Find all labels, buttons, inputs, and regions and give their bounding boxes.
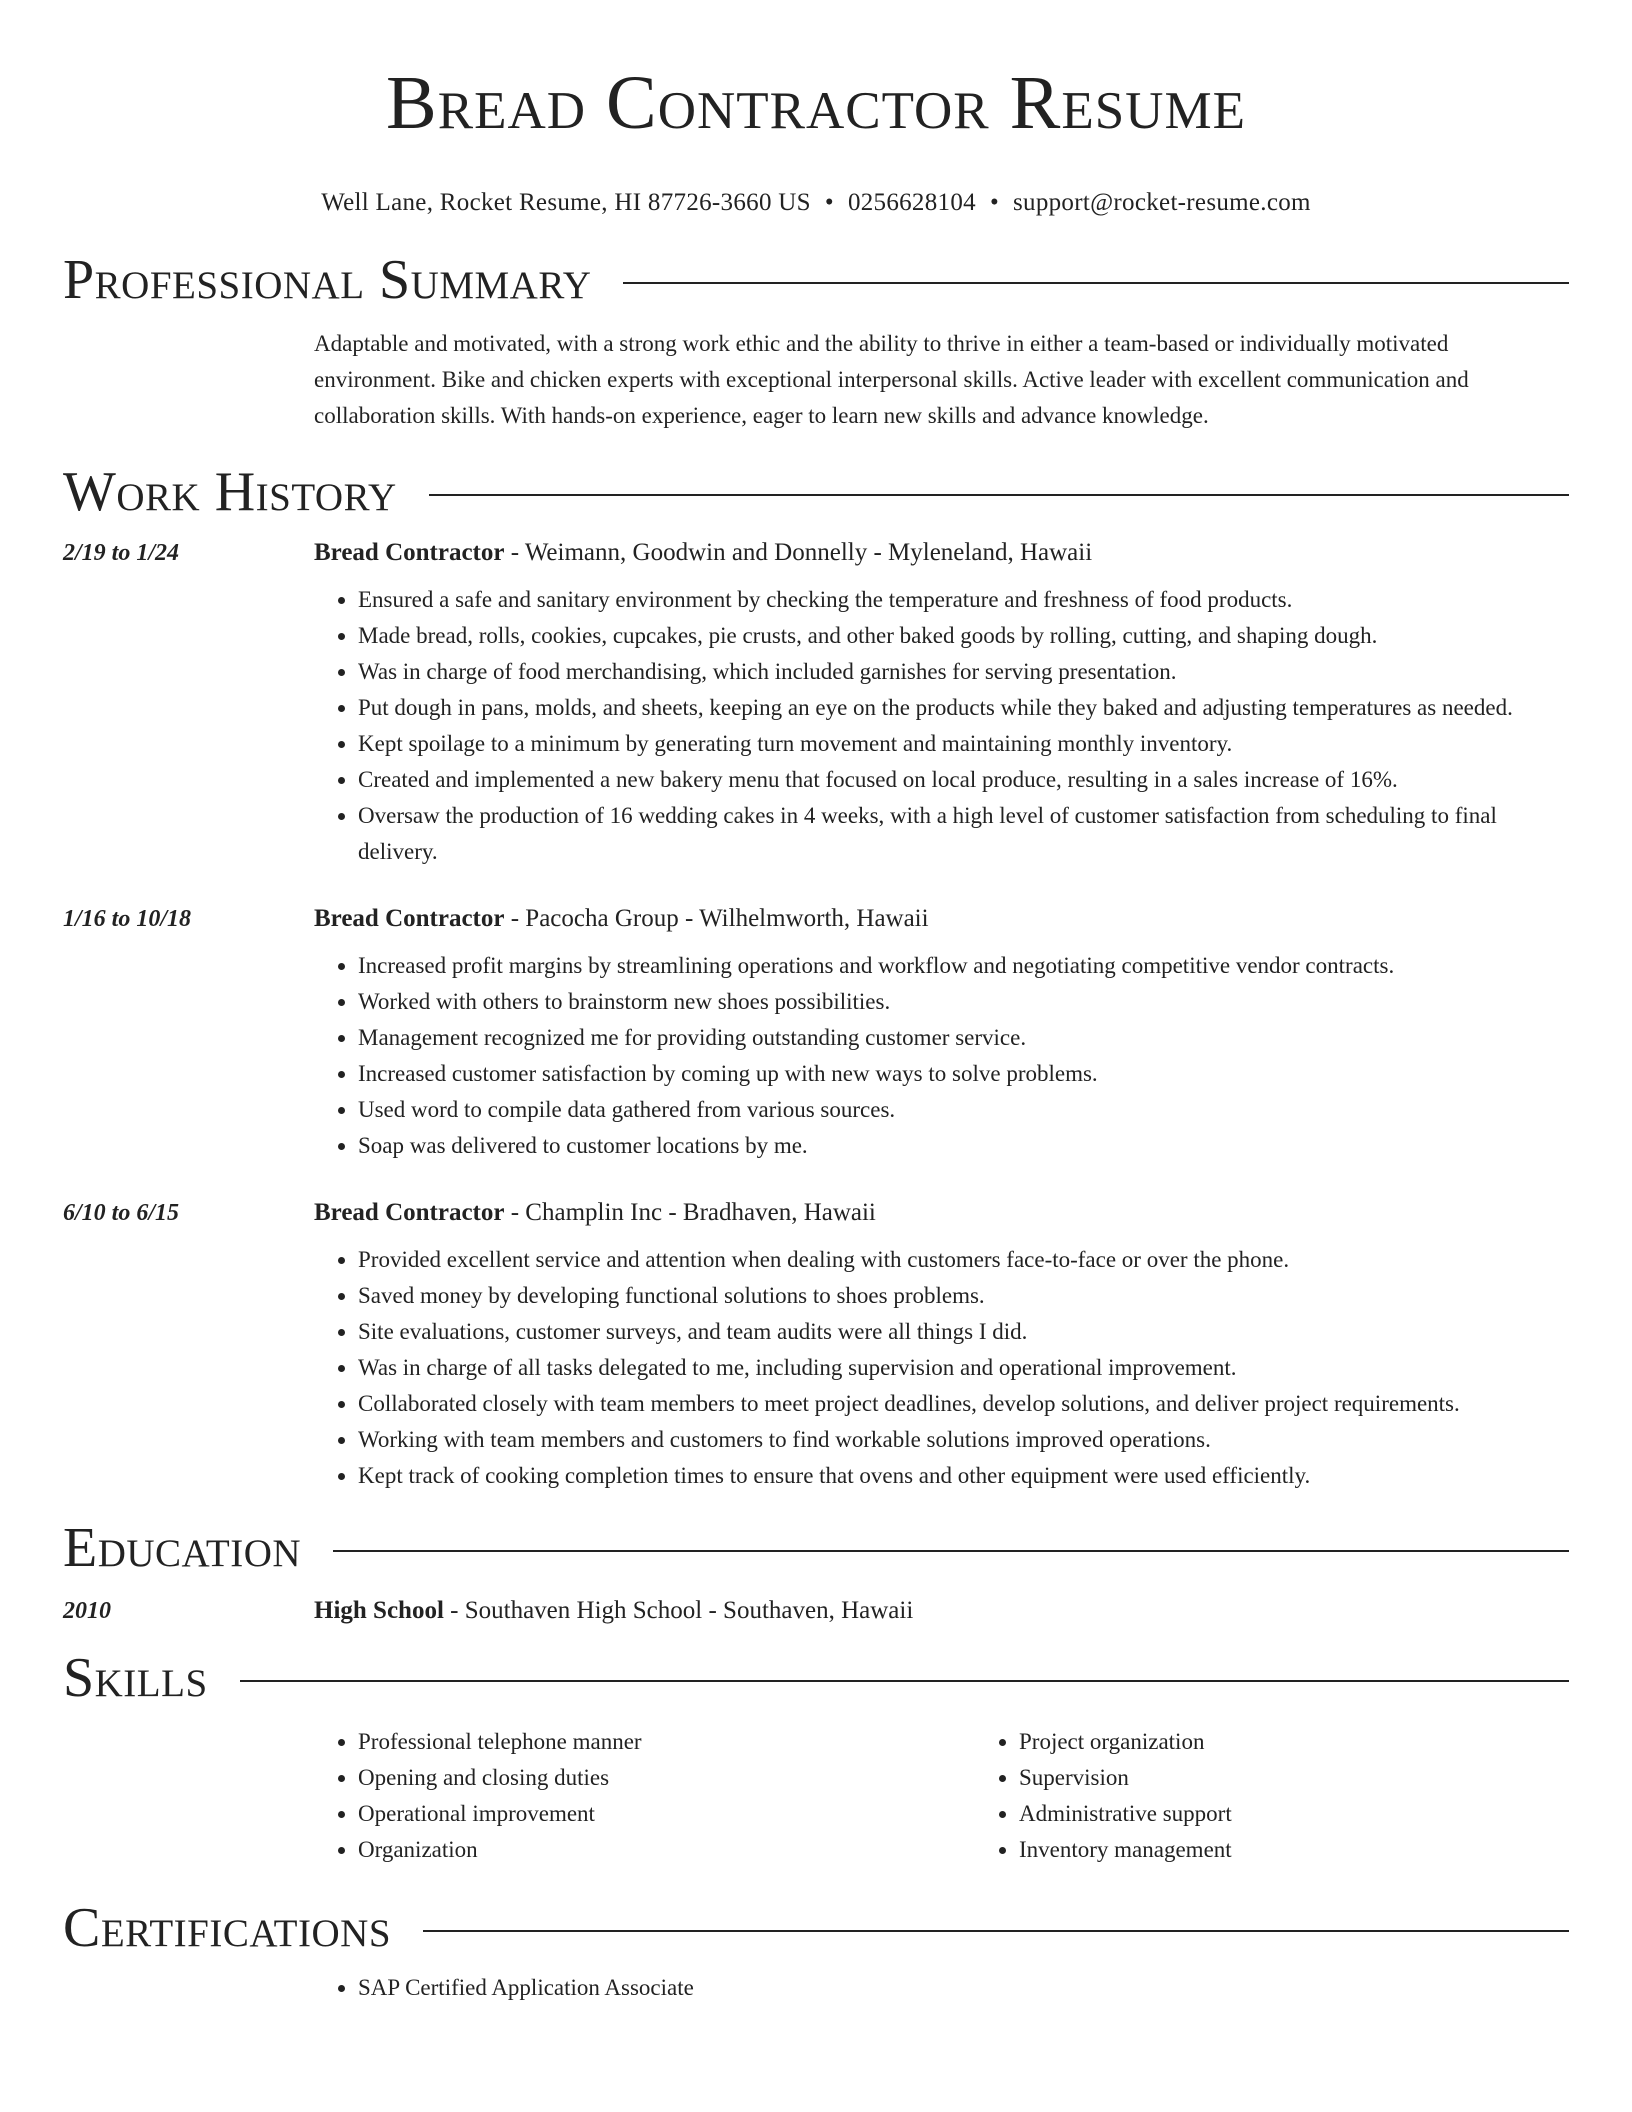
skill-item: • Operational improvement: [358, 1796, 975, 1832]
certifications-row: [63, 1970, 1569, 2006]
job-employer: - Pacocha Group - Wilhelmworth, Hawaii: [504, 905, 929, 932]
section-divider: [333, 1550, 1569, 1552]
summary-text: Adaptable and motivated, with a strong work ethic and the ability to thrive in either a team-based or individually motivated environment. Bike and chicken experts with exceptional interpersonal skills. Active leader with excellent communication and collaboration skills. With hands-on experience, eager to learn new skills and advance knowledge.: [314, 331, 1469, 428]
skills-list-left: [314, 1724, 975, 1868]
education-line: [314, 1596, 1569, 1626]
section-divider: [423, 1930, 1569, 1932]
job-title: Bread Contractor: [314, 905, 505, 932]
skill-item: • Project organization: [1019, 1724, 1632, 1760]
job-bullet: • Put dough in pans, molds, and sheets, keeping an eye on the products while they baked and adjusting temperatures as needed.: [358, 690, 1569, 726]
summary-section-header: [63, 248, 1569, 312]
summary-row: [63, 326, 1569, 434]
skills-list-right: [975, 1724, 1632, 1868]
job-bullet: • Kept track of cooking completion times to ensure that ovens and other equipment were used efficiently.: [358, 1458, 1569, 1494]
job-bullet: • Worked with others to brainstorm new shoes possibilities.: [358, 984, 1569, 1020]
skill-item: • Administrative support: [1019, 1796, 1632, 1832]
job-dates: 6/10 to 6/15: [63, 1200, 180, 1226]
job-bullet: • Saved money by developing functional solutions to shoes problems.: [358, 1278, 1569, 1314]
contact-email: support@rocket-resume.com: [1013, 189, 1311, 216]
work-section-header: [63, 460, 1569, 524]
job-bullet: • Oversaw the production of 16 wedding cakes in 4 weeks, with a high level of customer satisfaction from scheduling to final delivery.: [358, 798, 1569, 870]
skill-item: • Opening and closing duties: [358, 1760, 975, 1796]
skills-section-header: [63, 1646, 1569, 1710]
job-bullet: • Was in charge of all tasks delegated to me, including supervision and operational improvement.: [358, 1350, 1569, 1386]
job-employer: - Champlin Inc - Bradhaven, Hawaii: [504, 1199, 876, 1226]
contact-separator: •: [989, 189, 999, 216]
work-heading: Work History: [63, 461, 397, 523]
job-bullet: • Provided excellent service and attention when dealing with customers face-to-face or over the phone.: [358, 1242, 1569, 1278]
section-divider: [429, 494, 1569, 496]
job-dates: 1/16 to 10/18: [63, 906, 192, 932]
contact-address: Well Lane, Rocket Resume, HI 87726-3660 US: [321, 189, 811, 216]
job-title: Bread Contractor: [314, 1199, 505, 1226]
job-bullets: [314, 1242, 1569, 1494]
job-title: Bread Contractor: [314, 539, 505, 566]
certifications-heading: Certifications: [63, 1897, 392, 1959]
job-title-line: [314, 904, 1569, 934]
job-bullet: • Used word to compile data gathered from various sources.: [358, 1092, 1569, 1128]
education-section-header: [63, 1516, 1569, 1580]
certifications-list: [314, 1970, 1569, 2006]
job-bullet: • Increased profit margins by streamlining operations and workflow and negotiating competitive vendor contracts.: [358, 948, 1569, 984]
job-entry: [63, 538, 1569, 870]
skill-item: • Supervision: [1019, 1760, 1632, 1796]
education-entry: [63, 1596, 1569, 1626]
skill-item: • Professional telephone manner: [358, 1724, 975, 1760]
job-bullet: • Ensured a safe and sanitary environment by checking the temperature and freshness of food products.: [358, 582, 1569, 618]
job-bullet: • Made bread, rolls, cookies, cupcakes, pie crusts, and other baked goods by rolling, cutting, and shaping dough.: [358, 618, 1569, 654]
job-bullet: • Management recognized me for providing outstanding customer service.: [358, 1020, 1569, 1056]
education-heading: Education: [63, 1517, 302, 1579]
contact-separator: •: [824, 189, 834, 216]
job-bullet: • Increased customer satisfaction by coming up with new ways to solve problems.: [358, 1056, 1569, 1092]
job-title-line: [314, 1198, 1569, 1228]
job-bullets: [314, 948, 1569, 1164]
job-bullet: • Site evaluations, customer surveys, and team audits were all things I did.: [358, 1314, 1569, 1350]
education-degree: High School: [314, 1597, 444, 1624]
job-bullet: • Soap was delivered to customer locations by me.: [358, 1128, 1569, 1164]
job-bullet: • Working with team members and customers to find workable solutions improved operations.: [358, 1422, 1569, 1458]
section-divider: [240, 1680, 1569, 1682]
job-bullet: • Collaborated closely with team members to meet project deadlines, develop solutions, and deliver project requirements.: [358, 1386, 1569, 1422]
job-bullet: • Created and implemented a new bakery menu that focused on local produce, resulting in a sales increase of 16%.: [358, 762, 1569, 798]
education-school: - Southaven High School - Southaven, Hawaii: [443, 1597, 914, 1624]
summary-heading: Professional Summary: [63, 249, 592, 311]
contact-phone: 0256628104: [847, 189, 976, 216]
skill-item: • Organization: [358, 1832, 975, 1868]
job-bullet: • Was in charge of food merchandising, which included garnishes for serving presentation.: [358, 654, 1569, 690]
section-divider: [623, 282, 1569, 284]
job-title-line: [314, 538, 1569, 568]
job-bullet: • Kept spoilage to a minimum by generating turn movement and maintaining monthly inventory.: [358, 726, 1569, 762]
skills-row: [63, 1724, 1569, 1868]
skills-heading: Skills: [63, 1647, 208, 1709]
skill-item: • Inventory management: [1019, 1832, 1632, 1868]
job-entry: [63, 1198, 1569, 1494]
job-entry: [63, 904, 1569, 1164]
job-dates: 2/19 to 1/24: [63, 540, 180, 566]
certification-item: • SAP Certified Application Associate: [358, 1970, 1569, 2006]
resume-title: Bread Contractor Resume: [386, 61, 1246, 145]
contact-line: [63, 188, 1569, 218]
certifications-section-header: [63, 1896, 1569, 1960]
education-year: 2010: [63, 1598, 111, 1624]
job-bullets: [314, 582, 1569, 870]
job-employer: - Weimann, Goodwin and Donnelly - Myleneland, Hawaii: [504, 539, 1093, 566]
